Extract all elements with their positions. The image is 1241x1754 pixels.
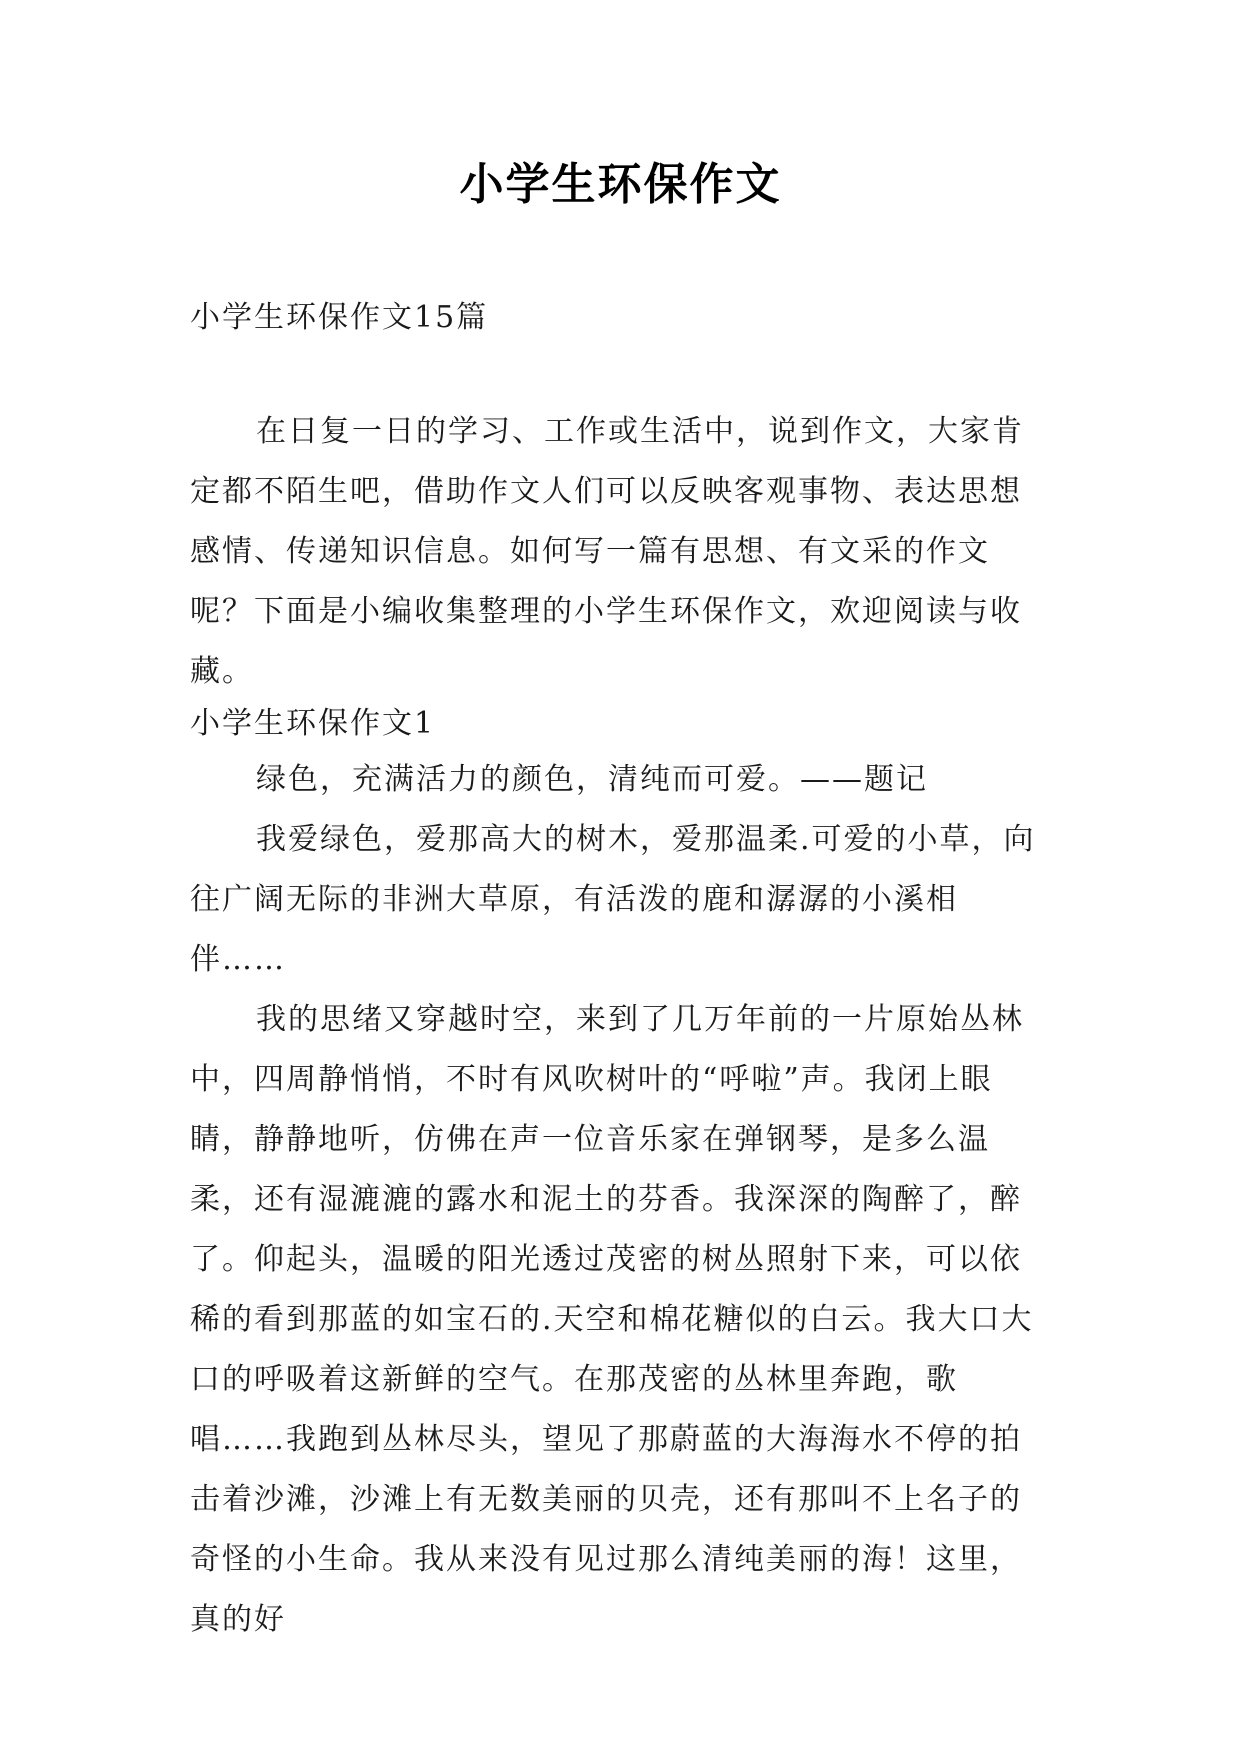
essay-1-heading: 小学生环保作文1 [190, 706, 436, 741]
essay-1-body [190, 750, 1052, 1650]
intro-paragraph: 在日复一日的学习、工作或生活中，说到作文，大家肯定都不陌生吧，借助作文人们可以反映客观事物、表达思想感情、传递知识信息。如何写一篇有思想、有文采的作文呢？下面是小编收集整理的小学生环保作文，欢迎阅读与收藏。 [190, 414, 1024, 689]
document-title: 小学生环保作文 [459, 159, 782, 210]
essay-1-paragraph: 我爱绿色，爱那高大的树木，爱那温柔.可爱的小草，向往广阔无际的非洲大草原，有活泼的鹿和潺潺的小溪相伴…… [190, 822, 1036, 977]
document-subtitle: 小学生环保作文15篇 [190, 300, 489, 335]
intro-section [190, 402, 1052, 702]
essay-1-epigraph: 绿色，充满活力的颜色，清纯而可爱。——题记 [256, 762, 928, 797]
essay-1-paragraph: 我的思绪又穿越时空，来到了几万年前的一片原始丛林中，四周静悄悄，不时有风吹树叶的“呼啦”声。我闭上眼睛，静静地听，仿佛在声一位音乐家在弹钢琴，是多么温柔，还有湿漉漉的露水和泥土的芬香。我深深的陶醉了，醉了。仰起头，温暖的阳光透过茂密的树丛照射下来，可以依稀的看到那蓝的如宝石的.天空和棉花糖似的白云。我大口大口的呼吸着这新鲜的空气。在那茂密的丛林里奔跑，歌唱……我跑到丛林尽头，望见了那蔚蓝的大海海水不停的拍击着沙滩，沙滩上有无数美丽的贝壳，还有那叫不上名子的奇怪的小生命。我从来没有见过那么清纯美丽的海！这里，真的好 [190, 1002, 1034, 1637]
